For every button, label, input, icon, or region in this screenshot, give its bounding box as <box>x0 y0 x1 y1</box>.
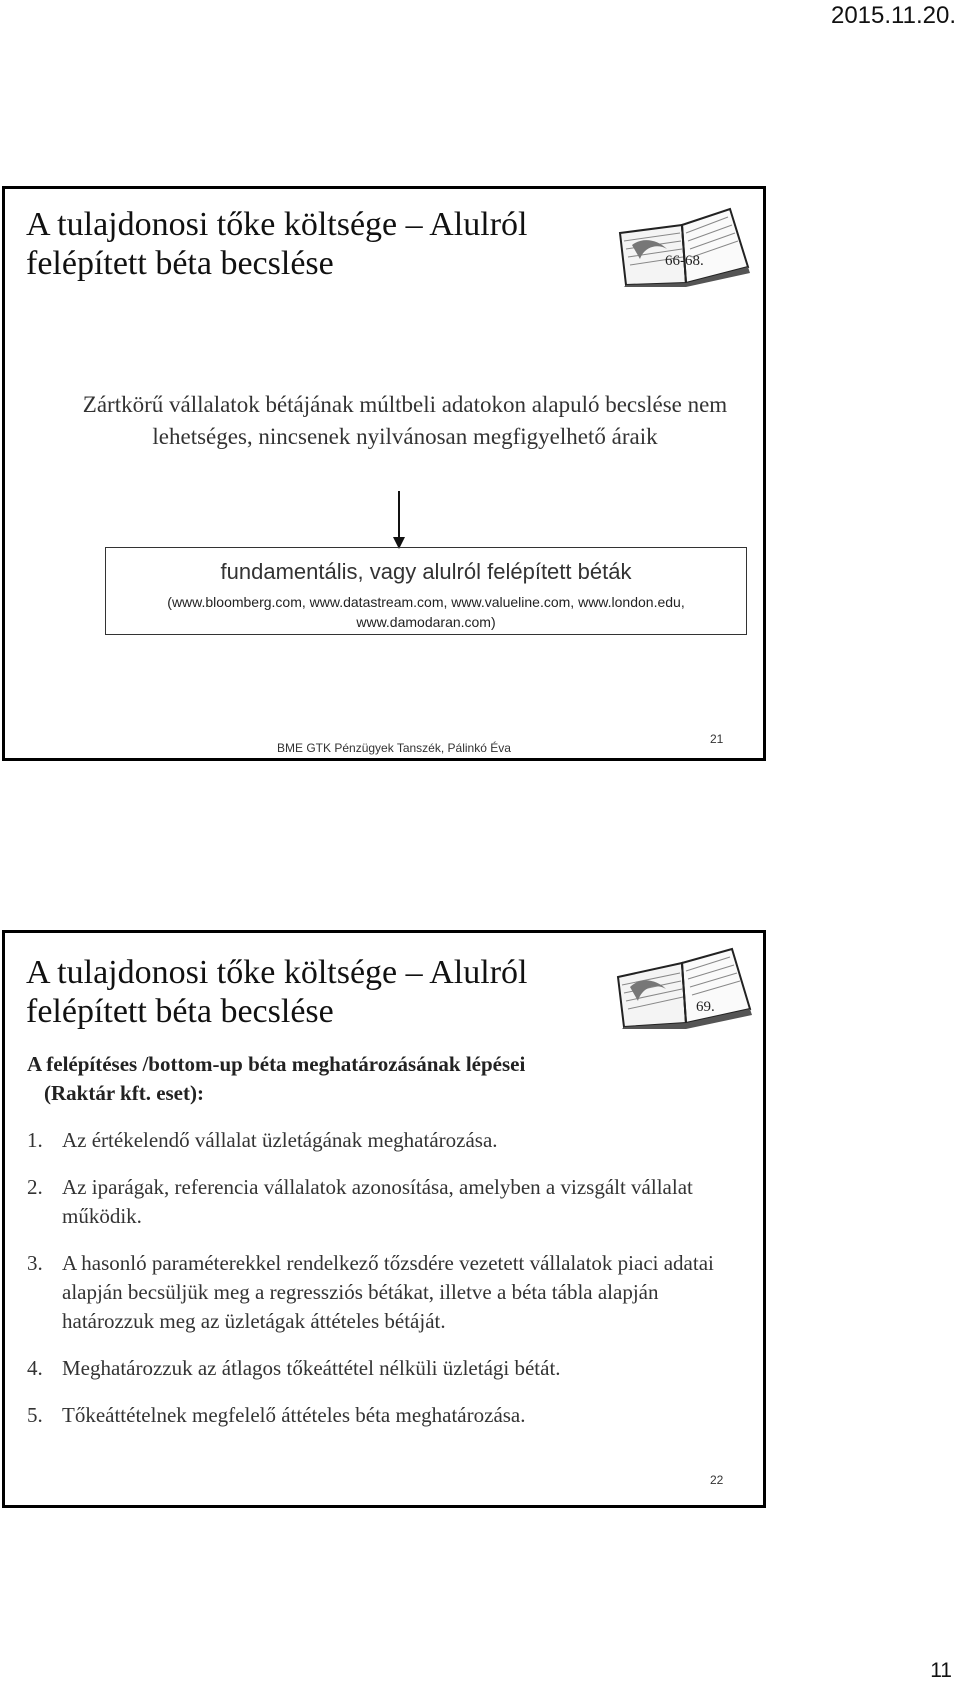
list-item <box>27 1173 747 1231</box>
open-book-icon <box>612 203 752 287</box>
steps-heading-line2: (Raktár kft. eset): <box>44 1081 204 1105</box>
result-links-text: (www.bloomberg.com, www.datastream.com, www.valueline.com, www.london.edu, www.damodaran.com) <box>167 594 685 630</box>
list-item <box>27 1401 747 1430</box>
slide-21 <box>2 186 766 761</box>
list-item <box>27 1249 747 1336</box>
steps-heading <box>27 1050 525 1108</box>
page-number: 11 <box>930 1659 952 1682</box>
list-item <box>27 1126 747 1155</box>
slide-number: 22 <box>710 1473 724 1487</box>
step-number: 2. <box>27 1175 43 1199</box>
step-number: 5. <box>27 1403 43 1427</box>
step-number: 3. <box>27 1251 43 1275</box>
open-book-icon <box>612 943 754 1029</box>
step-text: Az iparágak, referencia vállalatok azonosítása, amelyben a vizsgált vállalat működik. <box>62 1175 693 1228</box>
intro-text: Zártkörű vállalatok bétájának múltbeli adatokon alapuló becslése nem lehetséges, nincsenek nyilvánosan megfigyelhető áraik <box>82 392 728 449</box>
step-number: 4. <box>27 1356 43 1380</box>
slide-title-line2: felépített béta becslése <box>26 245 334 282</box>
book-page-ref: 69. <box>696 999 715 1015</box>
slide-footer: BME GTK Pénzügyek Tanszék, Pálinkó Éva <box>277 741 511 755</box>
slide-title-line1: A tulajdonosi tőke költsége – Alulról <box>26 206 528 243</box>
steps-list <box>27 1126 747 1448</box>
slide-number: 21 <box>710 732 724 746</box>
slide-22 <box>2 930 766 1508</box>
down-arrow-icon <box>391 491 407 551</box>
header-date: 2015.11.20. <box>830 2 956 29</box>
step-number: 1. <box>27 1128 43 1152</box>
step-text: Tőkeáttételnek megfelelő áttételes béta meghatározása. <box>62 1403 526 1427</box>
step-text: Az értékelendő vállalat üzletágának meghatározása. <box>62 1128 498 1152</box>
slide-title-line2: felépített béta becslése <box>26 993 334 1030</box>
list-item <box>27 1354 747 1383</box>
result-main-text: fundamentális, vagy alulról felépített béták <box>220 559 632 584</box>
slide-title-line1: A tulajdonosi tőke költsége – Alulról <box>26 954 528 991</box>
book-page-ref: 66-68. <box>665 253 704 269</box>
slide-title <box>26 205 527 283</box>
step-text: Meghatározzuk az átlagos tőkeáttétel nélküli üzletági bétát. <box>62 1356 561 1380</box>
steps-heading-line1: A felépítéses /bottom-up béta meghatározásának lépései <box>27 1052 526 1076</box>
step-text: A hasonló paraméterekkel rendelkező tőzsdére vezetett vállalatok piaci adatai alapján becsüljük meg a regressziós bétákat, illetve a béta tábla alapján határozzuk meg az üzletágak áttételes bétáját. <box>62 1251 714 1333</box>
slide-title <box>26 953 527 1031</box>
result-box <box>105 547 747 635</box>
